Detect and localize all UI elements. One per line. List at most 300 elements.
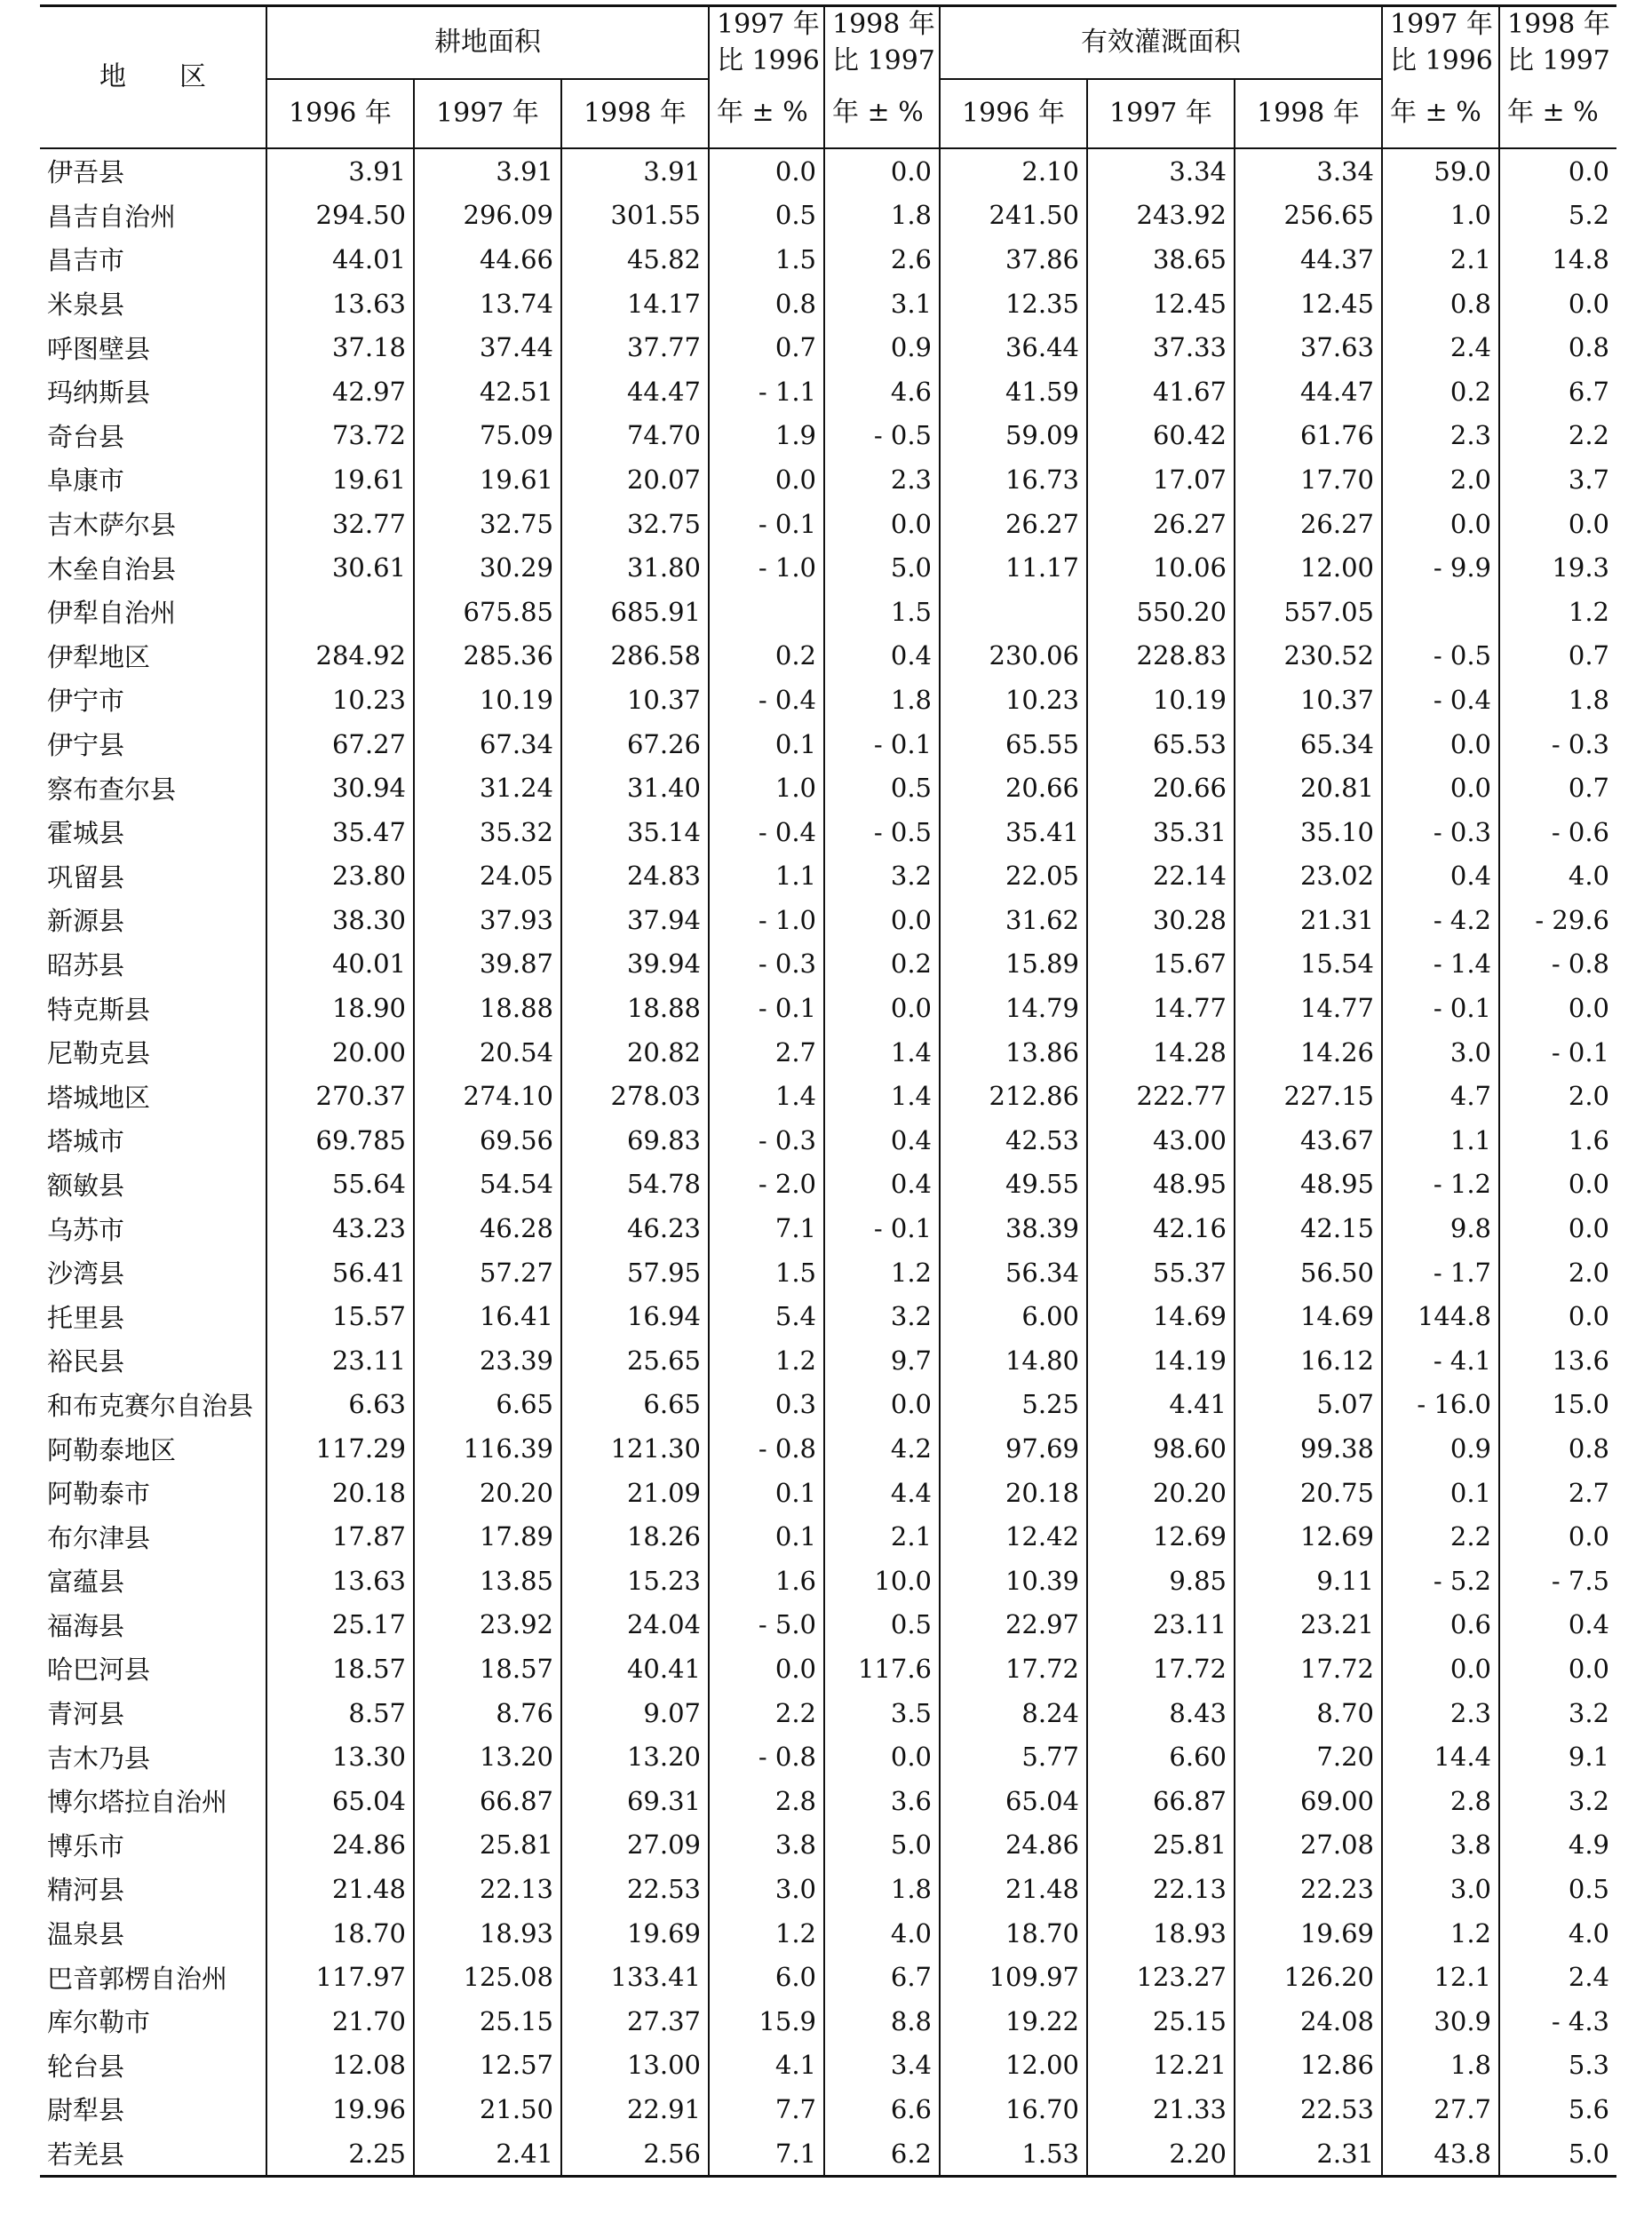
irrigated-1996: 6.00 [940, 1294, 1087, 1338]
pct97-irrigated-header-bottom: 年 ± % [1382, 79, 1499, 148]
irrigated-1996: 37.86 [940, 237, 1087, 282]
irrigated-change-1997: 3.0 [1382, 1867, 1499, 1911]
cultivated-1996: 19.96 [266, 2087, 414, 2131]
irrigated-1998: 24.08 [1235, 1999, 1382, 2044]
cultivated-change-1997: 0.8 [709, 282, 824, 326]
cultivated-1998: 27.37 [561, 1999, 709, 2044]
cultivated-1996: 40.01 [266, 942, 414, 987]
table-row [40, 1118, 1616, 1163]
region-name: 米泉县 [47, 290, 125, 321]
irrigated-1996: 17.72 [940, 1647, 1087, 1691]
cultivated-1996: 65.04 [266, 1779, 414, 1823]
cultivated-1998: 14.17 [561, 282, 709, 326]
cultivated-1997: 2.41 [414, 2131, 561, 2177]
region-name: 吉木萨尔县 [47, 510, 177, 541]
cultivated-change-1997: 3.8 [709, 1823, 824, 1868]
irrigated-change-1998: 0.8 [1499, 325, 1616, 369]
cultivated-1996: 19.61 [266, 457, 414, 502]
cultivated-1996: 3.91 [266, 148, 414, 194]
irrigated-1997: 48.95 [1087, 1163, 1235, 1207]
cultivated-change-1998: 1.4 [824, 1074, 940, 1118]
irrigated-1997: 2.20 [1087, 2131, 1235, 2177]
irrigated-1997: 60.42 [1087, 414, 1235, 458]
irrigated-1997: 243.92 [1087, 194, 1235, 238]
cultivated-1996: 284.92 [266, 634, 414, 679]
irrigated-change-1997: 2.1 [1382, 237, 1499, 282]
region-name: 吉木乃县 [47, 1742, 151, 1774]
irrigated-1998: 23.02 [1235, 854, 1382, 899]
cultivated-1998: 22.53 [561, 1867, 709, 1911]
cultivated-1996 [266, 590, 414, 634]
irrigated-change-1997: - 0.5 [1382, 634, 1499, 679]
table-row [40, 766, 1616, 810]
irrigated-1997: 15.67 [1087, 942, 1235, 987]
irrigated-change-1997: - 5.2 [1382, 1559, 1499, 1603]
cultivated-1997: 12.57 [414, 2044, 561, 2088]
cultivated-1997-header: 1997 年 [414, 79, 561, 148]
irrigated-1996: 10.23 [940, 678, 1087, 722]
irrigated-1998: 9.11 [1235, 1559, 1382, 1603]
irrigated-1997: 17.72 [1087, 1647, 1235, 1691]
irrigated-change-1998: - 0.6 [1499, 810, 1616, 854]
irrigated-1996: 12.35 [940, 282, 1087, 326]
cultivated-1996: 69.785 [266, 1118, 414, 1163]
cultivated-1998: 40.41 [561, 1647, 709, 1691]
cultivated-change-1998: - 0.1 [824, 1206, 940, 1250]
irrigated-1996: 31.62 [940, 898, 1087, 942]
region-header: 地 区 [40, 6, 266, 149]
irrigated-change-1998: 0.4 [1499, 1603, 1616, 1647]
irrigated-change-1997: 30.9 [1382, 1999, 1499, 2044]
irrigated-change-1998: 0.0 [1499, 1647, 1616, 1691]
irrigated-1996: 97.69 [940, 1426, 1087, 1471]
cultivated-change-1998: 0.9 [824, 325, 940, 369]
irrigated-1998: 14.69 [1235, 1294, 1382, 1338]
pct98-cultivated-header-bottom: 年 ± % [824, 79, 940, 148]
cultivated-1997: 54.54 [414, 1163, 561, 1207]
cultivated-change-1997: - 1.0 [709, 545, 824, 590]
region-name: 伊犁自治州 [47, 598, 177, 629]
irrigated-1997: 222.77 [1087, 1074, 1235, 1118]
cultivated-1998: 21.09 [561, 1471, 709, 1515]
irrigated-1996: 5.77 [940, 1734, 1087, 1779]
irrigated-1997: 98.60 [1087, 1426, 1235, 1471]
cultivated-change-1998: 4.2 [824, 1426, 940, 1471]
cultivated-1997: 57.27 [414, 1250, 561, 1295]
cultivated-1998: 45.82 [561, 237, 709, 282]
irrigated-change-1998: - 0.8 [1499, 942, 1616, 987]
irrigated-change-1997: 2.2 [1382, 1514, 1499, 1559]
irrigated-change-1997: - 9.9 [1382, 545, 1499, 590]
irrigated-1996: 35.41 [940, 810, 1087, 854]
irrigated-1998: 44.47 [1235, 369, 1382, 414]
irrigated-1997: 20.66 [1087, 766, 1235, 810]
irrigated-change-1998: 5.2 [1499, 194, 1616, 238]
cultivated-1996: 67.27 [266, 722, 414, 766]
irrigated-1996: 20.66 [940, 766, 1087, 810]
irrigated-change-1998: - 0.1 [1499, 1030, 1616, 1075]
cultivated-change-1998: 5.0 [824, 1823, 940, 1868]
irrigated-1997: 37.33 [1087, 325, 1235, 369]
irrigated-1998: 10.37 [1235, 678, 1382, 722]
cultivated-1996: 20.18 [266, 1471, 414, 1515]
region-name: 额敏县 [47, 1170, 125, 1201]
irrigated-change-1998: 4.0 [1499, 854, 1616, 899]
irrigated-1996-header: 1996 年 [940, 79, 1087, 148]
region-name: 哈巴河县 [47, 1655, 151, 1686]
table-row [40, 1514, 1616, 1559]
cultivated-change-1997: - 0.1 [709, 986, 824, 1030]
irrigated-1996: 65.55 [940, 722, 1087, 766]
irrigated-change-1997: 1.8 [1382, 2044, 1499, 2088]
cultivated-change-1998: 0.5 [824, 1603, 940, 1647]
cultivated-1996: 43.23 [266, 1206, 414, 1250]
irrigated-1998: 7.20 [1235, 1734, 1382, 1779]
irrigated-change-1997: - 0.3 [1382, 810, 1499, 854]
irrigated-1998: 14.77 [1235, 986, 1382, 1030]
region-name: 福海县 [47, 1610, 125, 1641]
cultivated-1996: 18.57 [266, 1647, 414, 1691]
irrigated-change-1998: 2.2 [1499, 414, 1616, 458]
region-name: 若羌县 [40, 2131, 266, 2177]
cultivated-change-1998: 0.0 [824, 986, 940, 1030]
cultivated-1998: 31.40 [561, 766, 709, 810]
irrigated-change-1998: 3.2 [1499, 1779, 1616, 1823]
cultivated-1996: 23.80 [266, 854, 414, 899]
cultivated-1997: 31.24 [414, 766, 561, 810]
region-name: 昭苏县 [47, 949, 125, 980]
region-name: 库尔勒市 [47, 2007, 151, 2038]
irrigated-1996: 5.25 [940, 1383, 1087, 1427]
cultivated-1996: 13.63 [266, 1559, 414, 1603]
irrigated-1997: 23.11 [1087, 1603, 1235, 1647]
region-name: 乌苏市 [47, 1214, 125, 1245]
cultivated-1997: 274.10 [414, 1074, 561, 1118]
region-name: 阜康市 [47, 465, 125, 496]
irrigated-change-1997: - 1.2 [1382, 1163, 1499, 1207]
cultivated-1998: 67.26 [561, 722, 709, 766]
irrigated-change-1998: 0.0 [1499, 502, 1616, 546]
irrigated-1998: 44.37 [1235, 237, 1382, 282]
cultivated-1996: 13.63 [266, 282, 414, 326]
irrigated-1996: 1.53 [940, 2131, 1087, 2177]
irrigated-1997: 65.53 [1087, 722, 1235, 766]
cultivated-1996: 35.47 [266, 810, 414, 854]
irrigated-1996: 15.89 [940, 942, 1087, 987]
cultivated-1996: 42.97 [266, 369, 414, 414]
table-row [40, 986, 1616, 1030]
cultivated-change-1998: 1.8 [824, 678, 940, 722]
irrigated-change-1998: 2.0 [1499, 1074, 1616, 1118]
cultivated-change-1997: 0.1 [709, 1514, 824, 1559]
irrigated-1997: 30.28 [1087, 898, 1235, 942]
irrigated-1998: 23.21 [1235, 1603, 1382, 1647]
irrigated-1998: 42.15 [1235, 1206, 1382, 1250]
irrigated-change-1998: 3.2 [1499, 1691, 1616, 1735]
irrigated-1997: 12.21 [1087, 2044, 1235, 2088]
cultivated-change-1997: 1.2 [709, 1338, 824, 1383]
irrigated-1997: 14.19 [1087, 1338, 1235, 1383]
cultivated-1998: 278.03 [561, 1074, 709, 1118]
irrigated-1997: 55.37 [1087, 1250, 1235, 1295]
cultivated-change-1997 [709, 590, 824, 634]
table-row [40, 1163, 1616, 1207]
irrigated-1998: 99.38 [1235, 1426, 1382, 1471]
cultivated-change-1998: 0.0 [824, 898, 940, 942]
cultivated-1998: 24.83 [561, 854, 709, 899]
irrigated-1998: 69.00 [1235, 1779, 1382, 1823]
irrigated-change-1998: 0.0 [1499, 1206, 1616, 1250]
irrigated-change-1998: 19.3 [1499, 545, 1616, 590]
table-row [40, 545, 1616, 590]
irrigated-1996: 20.18 [940, 1471, 1087, 1515]
table-row [40, 414, 1616, 458]
table-row [40, 590, 1616, 634]
cultivated-change-1997: - 0.3 [709, 1118, 824, 1163]
pct98-cultivated-header-top: 1998 年 比 1997 [824, 6, 940, 80]
irrigated-1997: 26.27 [1087, 502, 1235, 546]
cultivated-change-1997: - 5.0 [709, 1603, 824, 1647]
irrigated-change-1997: - 4.2 [1382, 898, 1499, 942]
cultivated-1997: 32.75 [414, 502, 561, 546]
irrigated-change-1998: 0.0 [1499, 1294, 1616, 1338]
cultivated-change-1998: 1.8 [824, 194, 940, 238]
region-name: 博乐市 [47, 1830, 125, 1861]
irrigated-1997: 41.67 [1087, 369, 1235, 414]
cultivated-change-1998: 2.6 [824, 237, 940, 282]
irrigated-1997: 14.28 [1087, 1030, 1235, 1075]
irrigated-1998: 14.26 [1235, 1030, 1382, 1075]
irrigated-1997-header: 1997 年 [1087, 79, 1235, 148]
table-row [40, 810, 1616, 854]
table-row [40, 1030, 1616, 1075]
cultivated-1998: 69.83 [561, 1118, 709, 1163]
irrigated-1998: 557.05 [1235, 590, 1382, 634]
cultivated-change-1998: 10.0 [824, 1559, 940, 1603]
irrigated-1996: 49.55 [940, 1163, 1087, 1207]
region-name: 阿勒泰地区 [47, 1434, 177, 1465]
cultivated-1997: 20.54 [414, 1030, 561, 1075]
cultivated-change-1997: - 0.8 [709, 1734, 824, 1779]
irrigated-1997: 25.81 [1087, 1823, 1235, 1868]
region-name: 玛纳斯县 [47, 377, 151, 409]
cultivated-1996: 20.00 [266, 1030, 414, 1075]
cultivated-1998: 35.14 [561, 810, 709, 854]
irrigated-1997: 9.85 [1087, 1559, 1235, 1603]
irrigated-1997: 14.69 [1087, 1294, 1235, 1338]
table-row [40, 678, 1616, 722]
cultivated-1997: 46.28 [414, 1206, 561, 1250]
irrigated-change-1997 [1382, 590, 1499, 634]
region-name: 巩留县 [47, 861, 125, 893]
region-name: 塔城地区 [47, 1082, 151, 1113]
cultivated-1997: 285.36 [414, 634, 561, 679]
irrigated-change-1997: 0.1 [1382, 1471, 1499, 1515]
cultivated-1997: 296.09 [414, 194, 561, 238]
irrigated-change-1998: 2.4 [1499, 1955, 1616, 1999]
irrigated-1996: 12.42 [940, 1514, 1087, 1559]
irrigated-1997: 14.77 [1087, 986, 1235, 1030]
table-row [40, 1206, 1616, 1250]
irrigated-1996: 230.06 [940, 634, 1087, 679]
cultivated-change-1997: 0.1 [709, 1471, 824, 1515]
irrigated-1996: 14.79 [940, 986, 1087, 1030]
irrigated-1998: 15.54 [1235, 942, 1382, 987]
region-name: 伊宁市 [47, 686, 125, 717]
cultivated-1996: 6.63 [266, 1383, 414, 1427]
irrigated-change-1997: 2.3 [1382, 414, 1499, 458]
cultivated-change-1997: 1.0 [709, 766, 824, 810]
irrigated-change-1998: 0.0 [1499, 1163, 1616, 1207]
table-row [40, 634, 1616, 679]
table-row [40, 1383, 1616, 1427]
irrigated-change-1997: 0.0 [1382, 502, 1499, 546]
cultivated-1998-header: 1998 年 [561, 79, 709, 148]
irrigated-1997: 12.69 [1087, 1514, 1235, 1559]
cultivated-change-1998: - 0.5 [824, 414, 940, 458]
irrigated-1997: 21.33 [1087, 2087, 1235, 2131]
irrigated-1997: 6.60 [1087, 1734, 1235, 1779]
pct98-irrigated-header-top: 1998 年 比 1997 [1499, 6, 1616, 80]
irrigated-change-1997: 2.4 [1382, 325, 1499, 369]
cultivated-1997: 44.66 [414, 237, 561, 282]
cultivated-1998: 27.09 [561, 1823, 709, 1868]
cultivated-change-1998: 3.4 [824, 2044, 940, 2088]
cultivated-1997: 16.41 [414, 1294, 561, 1338]
cultivated-change-1998: 1.4 [824, 1030, 940, 1075]
cultivated-change-1997: 1.6 [709, 1559, 824, 1603]
cultivated-change-1997: 2.8 [709, 1779, 824, 1823]
irrigated-change-1998: 0.0 [1499, 282, 1616, 326]
table-row [40, 1074, 1616, 1118]
irrigated-change-1998: 0.0 [1499, 1514, 1616, 1559]
table-row [40, 369, 1616, 414]
region-name: 察布查尔县 [47, 774, 177, 805]
cultivated-1998: 685.91 [561, 590, 709, 634]
cultivated-change-1997: 4.1 [709, 2044, 824, 2088]
cultivated-1998: 22.91 [561, 2087, 709, 2131]
table-row [40, 457, 1616, 502]
irrigated-change-1998: - 29.6 [1499, 898, 1616, 942]
cultivated-1997: 6.65 [414, 1383, 561, 1427]
table-row [40, 1250, 1616, 1295]
cultivated-1998: 121.30 [561, 1426, 709, 1471]
table-row [40, 1559, 1616, 1603]
cultivated-1997: 67.34 [414, 722, 561, 766]
irrigated-1998: 5.07 [1235, 1383, 1382, 1427]
irrigated-change-1997: 27.7 [1382, 2087, 1499, 2131]
table-row [40, 1294, 1616, 1338]
cultivated-1997: 23.92 [414, 1603, 561, 1647]
cultivated-change-1998: 4.6 [824, 369, 940, 414]
irrigated-change-1997: 0.0 [1382, 1647, 1499, 1691]
cultivated-1997: 13.20 [414, 1734, 561, 1779]
cultivated-1996: 55.64 [266, 1163, 414, 1207]
cultivated-1996: 73.72 [266, 414, 414, 458]
cultivated-1998: 15.23 [561, 1559, 709, 1603]
irrigated-1996: 8.24 [940, 1691, 1087, 1735]
cultivated-1998: 74.70 [561, 414, 709, 458]
irrigated-1998: 12.45 [1235, 282, 1382, 326]
irrigated-1996: 241.50 [940, 194, 1087, 238]
irrigated-change-1997: 2.3 [1382, 1691, 1499, 1735]
cultivated-1998: 9.07 [561, 1691, 709, 1735]
region-name: 塔城市 [47, 1126, 125, 1157]
cultivated-change-1997: 7.1 [709, 2131, 824, 2177]
cultivated-change-1998: 3.1 [824, 282, 940, 326]
irrigated-1996: 56.34 [940, 1250, 1087, 1295]
cultivated-change-1997: 0.0 [709, 148, 824, 194]
cultivated-1996: 17.87 [266, 1514, 414, 1559]
table-row [40, 1603, 1616, 1647]
irrigated-1998: 19.69 [1235, 1911, 1382, 1956]
cultivated-1998: 25.65 [561, 1338, 709, 1383]
cultivated-1998: 54.78 [561, 1163, 709, 1207]
cultivated-change-1998: 5.0 [824, 545, 940, 590]
irrigated-1997: 228.83 [1087, 634, 1235, 679]
irrigated-change-1998: 0.7 [1499, 766, 1616, 810]
cultivated-1997: 25.81 [414, 1823, 561, 1868]
irrigated-1997: 25.15 [1087, 1999, 1235, 2044]
irrigated-1998: 35.10 [1235, 810, 1382, 854]
irrigated-change-1998: 5.6 [1499, 2087, 1616, 2131]
table-row [40, 194, 1616, 238]
irrigated-1996: 12.00 [940, 2044, 1087, 2088]
cultivated-change-1998: 0.4 [824, 1163, 940, 1207]
irrigated-1996 [940, 590, 1087, 634]
cultivated-change-1998: 3.6 [824, 1779, 940, 1823]
region-name: 博尔塔拉自治州 [47, 1787, 228, 1818]
cultivated-1997: 75.09 [414, 414, 561, 458]
pct98-irrigated-header-bottom: 年 ± % [1499, 79, 1616, 148]
region-name: 尉犁县 [47, 2095, 125, 2126]
cultivated-1998: 20.82 [561, 1030, 709, 1075]
irrigated-change-1997: 9.8 [1382, 1206, 1499, 1250]
land-irrigation-table [40, 4, 1616, 2178]
cultivated-change-1997: 2.7 [709, 1030, 824, 1075]
irrigated-1998: 65.34 [1235, 722, 1382, 766]
irrigated-change-1998: 0.7 [1499, 634, 1616, 679]
cultivated-1997: 3.91 [414, 148, 561, 194]
irrigated-1996: 14.80 [940, 1338, 1087, 1383]
irrigated-1996: 212.86 [940, 1074, 1087, 1118]
irrigated-1996: 41.59 [940, 369, 1087, 414]
irrigated-change-1998: 6.7 [1499, 369, 1616, 414]
irrigated-change-1997: 0.0 [1382, 766, 1499, 810]
table-header [40, 6, 1616, 149]
irrigated-1998: 17.72 [1235, 1647, 1382, 1691]
cultivated-change-1998: - 0.5 [824, 810, 940, 854]
cultivated-1997: 66.87 [414, 1779, 561, 1823]
region-name: 青河县 [47, 1699, 125, 1730]
irrigated-1997: 43.00 [1087, 1118, 1235, 1163]
irrigated-change-1998: 5.0 [1499, 2131, 1616, 2177]
table-row [40, 722, 1616, 766]
cultivated-1997: 24.05 [414, 854, 561, 899]
cultivated-change-1997: 7.1 [709, 1206, 824, 1250]
cultivated-1996: 13.30 [266, 1734, 414, 1779]
irrigated-change-1997: 1.1 [1382, 1118, 1499, 1163]
irrigated-1996: 65.04 [940, 1779, 1087, 1823]
table-row [40, 237, 1616, 282]
cultivated-1996: 10.23 [266, 678, 414, 722]
cultivated-1998: 20.07 [561, 457, 709, 502]
irrigated-1997: 22.14 [1087, 854, 1235, 899]
cultivated-1996-header: 1996 年 [266, 79, 414, 148]
cultivated-1997: 18.57 [414, 1647, 561, 1691]
region-name: 裕民县 [47, 1346, 125, 1377]
cultivated-change-1998: 8.8 [824, 1999, 940, 2044]
